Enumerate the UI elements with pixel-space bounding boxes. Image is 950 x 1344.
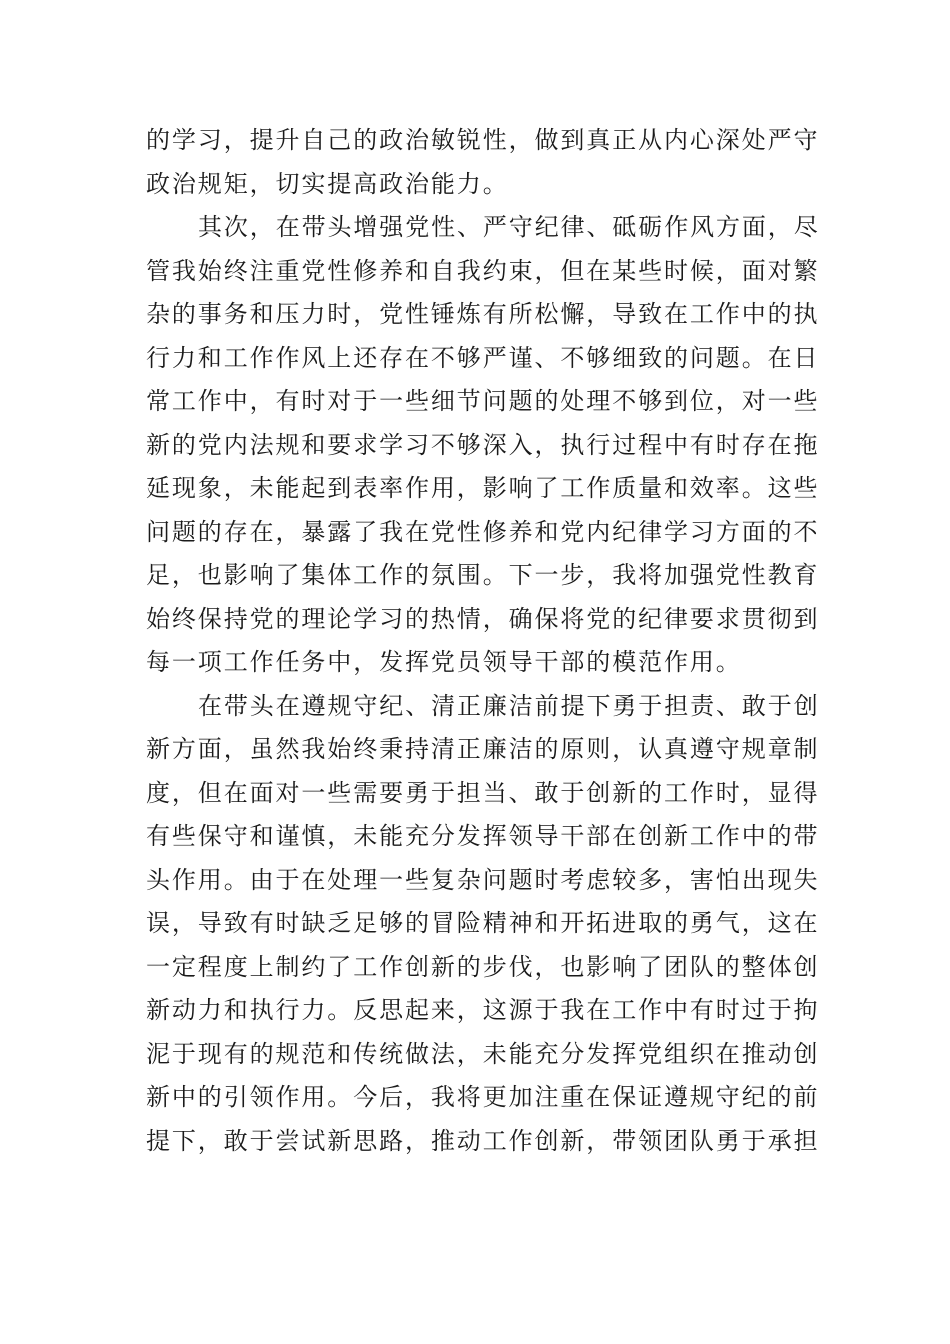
paragraph-start-line: 在带头在遵规守纪、清正廉洁前提下勇于担责、敢于创 [198,691,820,720]
text-line: 问题的存在，暴露了我在党性修养和党内纪律学习方面的不 [146,517,820,546]
text-line: 的学习，提升自己的政治敏锐性，做到真正从内心深处严守 [146,126,820,154]
text-line: 始终保持党的理论学习的热情，确保将党的纪律要求贯彻到 [146,604,820,633]
text-line: 泥于现有的规范和传统做法，未能充分发挥党组织在推动创 [146,1039,820,1068]
text-line: 度，但在面对一些需要勇于担当、敢于创新的工作时，显得 [146,778,820,807]
text-line: 头作用。由于在处理一些复杂问题时考虑较多，害怕出现失 [146,865,820,894]
text-line: 杂的事务和压力时，党性锤炼有所松懈，导致在工作中的执 [146,300,820,328]
text-line: 新的党内法规和要求学习不够深入，执行过程中有时存在拖 [146,430,820,459]
text-line: 新中的引领作用。今后，我将更加注重在保证遵规守纪的前 [146,1083,820,1111]
text-line: 政治规矩，切实提高政治能力。 [146,169,509,198]
body-text [146,119,820,1163]
text-line: 提下，敢于尝试新思路，推动工作创新，带领团队勇于承担 [146,1126,820,1155]
text-line: 有些保守和谨慎，未能充分发挥领导干部在创新工作中的带 [146,822,820,850]
text-line: 足，也影响了集体工作的氛围。下一步，我将加强党性教育 [146,561,820,589]
text-line: 每一项工作任务中，发挥党员领导干部的模范作用。 [146,648,742,676]
text-line: 误，导致有时缺乏足够的冒险精神和开拓进取的勇气，这在 [146,909,820,937]
text-line: 新方面，虽然我始终秉持清正廉洁的原则，认真遵守规章制 [146,735,820,763]
text-line: 行力和工作作风上还存在不够严谨、不够细致的问题。在日 [146,343,820,372]
text-line: 一定程度上制约了工作创新的步伐，也影响了团队的整体创 [146,952,820,981]
text-line: 管我始终注重党性修养和自我约束，但在某些时候，面对繁 [146,256,820,285]
text-line: 新动力和执行力。反思起来，这源于我在工作中有时过于拘 [146,996,820,1024]
text-line: 常工作中，有时对于一些细节问题的处理不够到位，对一些 [146,387,820,415]
paragraph-start-line: 其次，在带头增强党性、严守纪律、砥砺作风方面，尽 [198,213,820,241]
text-line: 延现象，未能起到表率作用，影响了工作质量和效率。这些 [146,474,820,502]
